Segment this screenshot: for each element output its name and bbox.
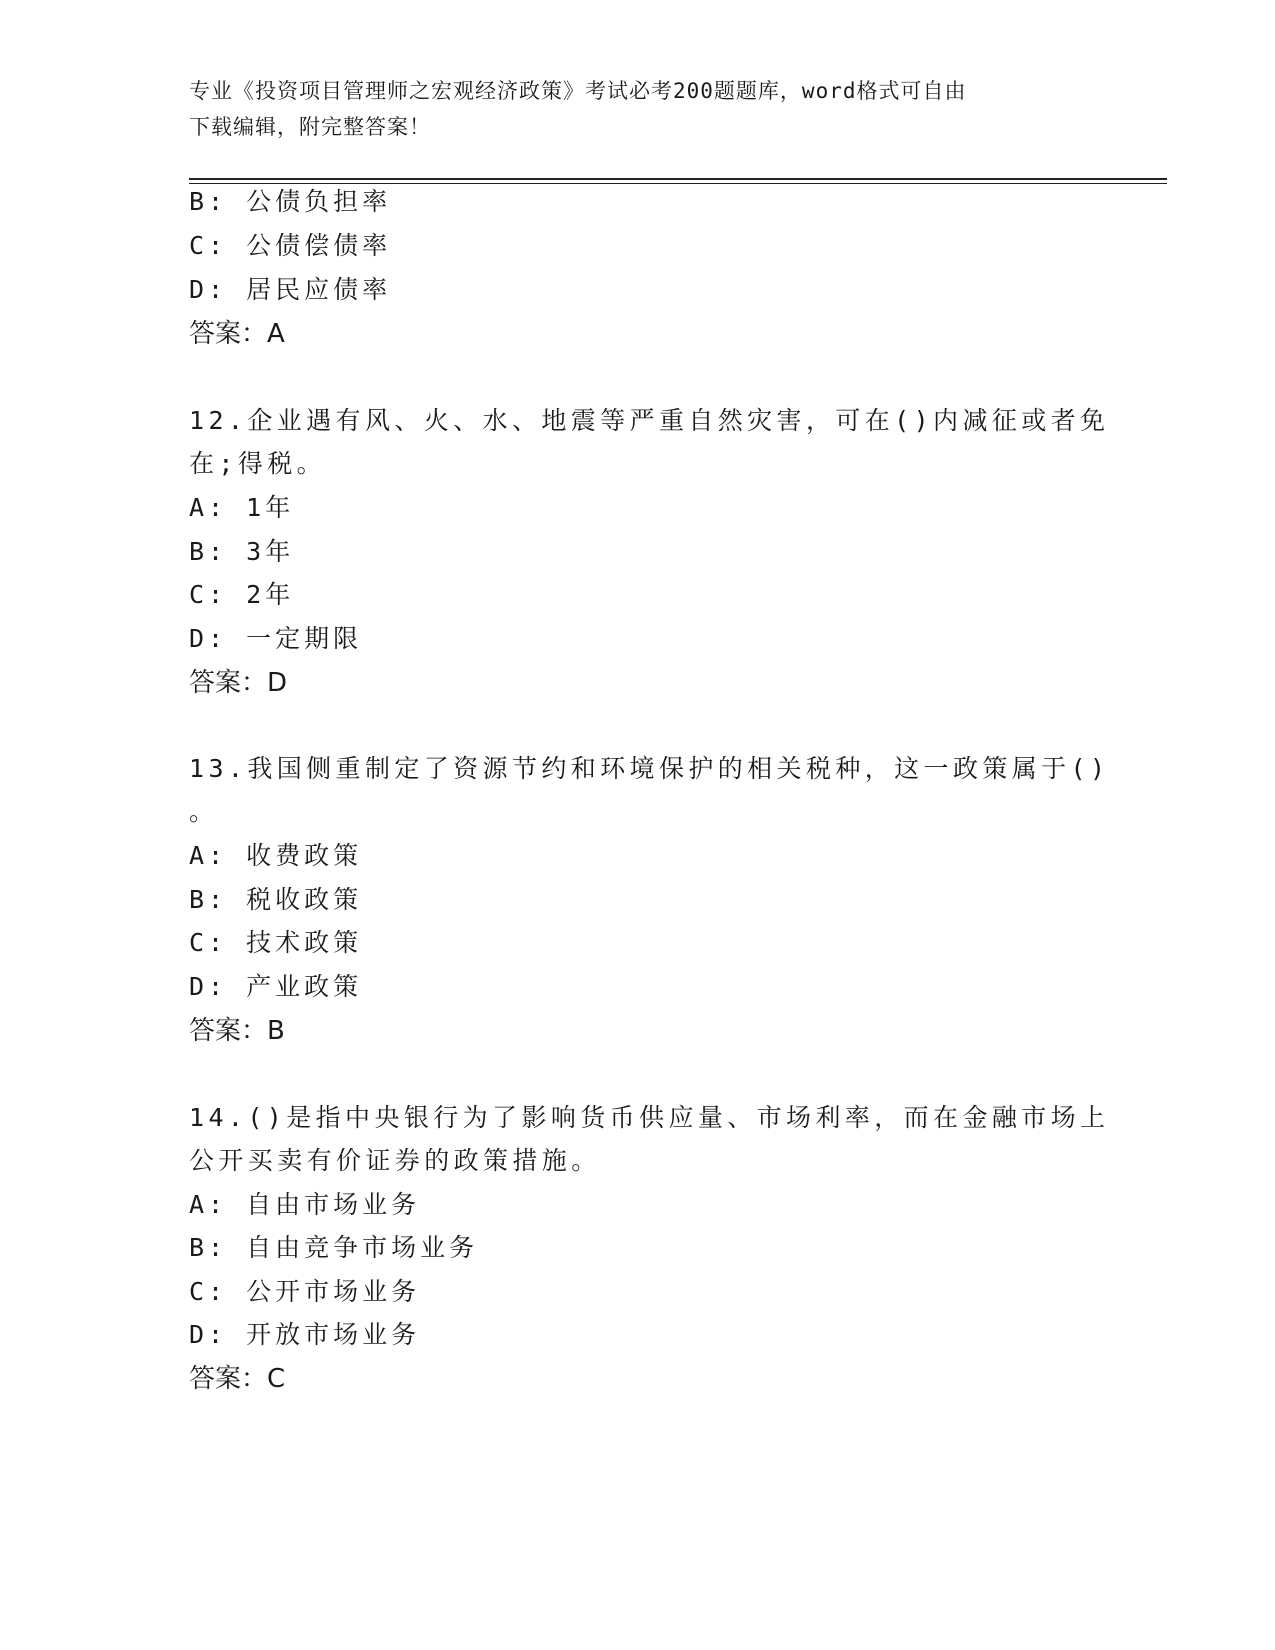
q14-stem-line-1: 14.()是指中央银行为了影响货币供应量、市场利率，而在金融市场上 — [189, 1103, 1110, 1132]
q13-option-b: B: 税收政策 — [189, 885, 363, 914]
q12-answer: 答案：D — [189, 668, 288, 698]
q13-option-d: D: 产业政策 — [189, 972, 363, 1001]
q14-stem-line-2: 公开买卖有价证券的政策措施。 — [189, 1146, 601, 1175]
q14-option-a: A: 自由市场业务 — [189, 1190, 421, 1219]
q11-option-b: B: 公债负担率 — [189, 187, 392, 216]
header-divider — [189, 178, 1167, 184]
q12-option-c: C: 2年 — [189, 580, 295, 609]
q13-option-c: C: 技术政策 — [189, 928, 363, 957]
q14-option-b: B: 自由竞争市场业务 — [189, 1233, 479, 1262]
q11-answer: 答案：A — [189, 319, 285, 349]
q14-option-c: C: 公开市场业务 — [189, 1277, 421, 1306]
q11-option-d: D: 居民应债率 — [189, 275, 392, 304]
document-title-line-2: 下载编辑，附完整答案！ — [189, 115, 431, 139]
q12-option-b: B: 3年 — [189, 537, 295, 566]
q12-stem-line-2: 在;得税。 — [189, 449, 327, 478]
q13-option-a: A: 收费政策 — [189, 841, 363, 870]
q12-stem-line-1: 12.企业遇有风、火、水、地震等严重自然灾害，可在()内减征或者免 — [189, 406, 1110, 435]
q13-stem-line-1: 13.我国侧重制定了资源节约和环境保护的相关税种，这一政策属于() — [189, 754, 1110, 783]
q13-stem-line-2: 。 — [189, 797, 219, 826]
q12-option-a: A: 1年 — [189, 493, 295, 522]
q12-option-d: D: 一定期限 — [189, 624, 363, 653]
document-title-line-1: 专业《投资项目管理师之宏观经济政策》考试必考200题题库，word格式可自由 — [189, 79, 967, 103]
document-title — [189, 73, 1069, 145]
q14-answer: 答案：C — [189, 1364, 286, 1394]
q14-option-d: D: 开放市场业务 — [189, 1320, 421, 1349]
q11-option-c: C: 公债偿债率 — [189, 231, 392, 260]
q13-answer: 答案：B — [189, 1016, 285, 1046]
